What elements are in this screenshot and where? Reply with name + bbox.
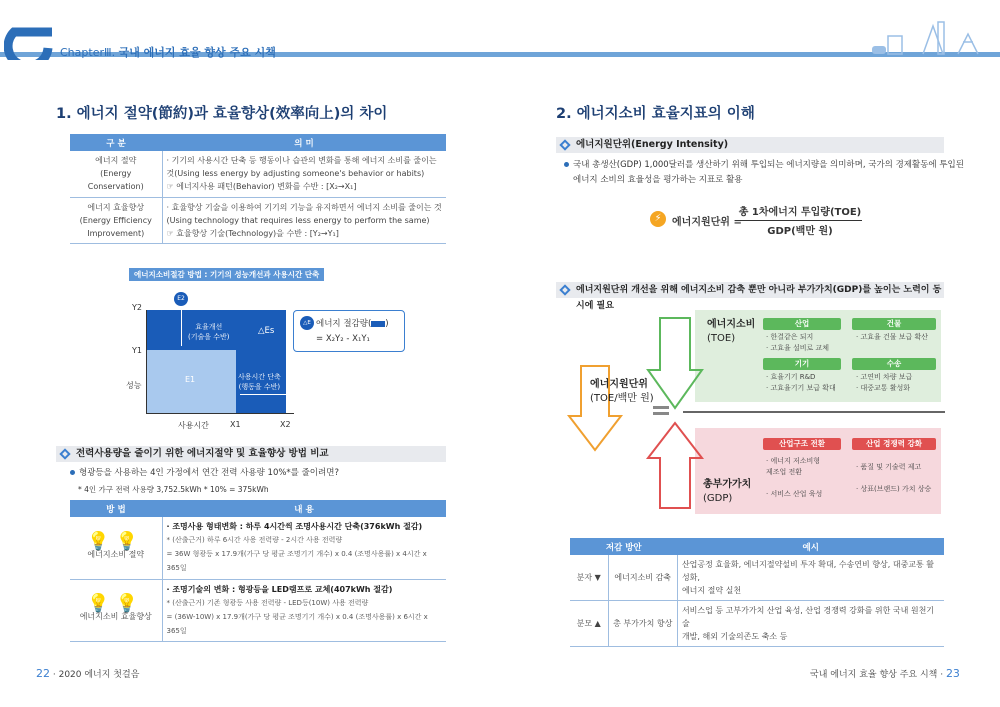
- method-table: 방 법 내 용 💡💡 에너지소비 절약 · 조명사용 형태변화 : 하루 4시간씩 조명사용시간 단축(376kWh 절감) * (산출근거) 하루 6시간 사용 전력량 - 2시간 사용 전력량 = 36W 형광등 x 17.9개(가구 당 평균 조명기기 개수) x 0.4 (조명사용률) x 4시간 x 365일 💡💡 에너지소비 효율향상 · 조명기술의 변화 : 형광등을 LED램프로 교체(407kWh 절감) * (산출근거) 기존 형광등 사용 전력량 - LED등(10W) 사용 전력량 = (36W-10W) x 17.9개(가구 당 평균 조명기기 개수) x 0.4 (조명사용률) x 6시간 x 365일: [70, 500, 446, 642]
- box-industry: 산업: [763, 318, 841, 330]
- legend-formula: = X₂Y₂ - X₁Y₁: [316, 334, 370, 344]
- table-row: 분자 ▼ 에너지소비 감축 산업공정 효율화, 에너지절약설비 투자 확대, 수송연비 향상, 대중교통 활성화, 에너지 절약 실천: [570, 555, 944, 601]
- gdp-label: 총부가가치 (GDP): [703, 479, 752, 504]
- box-building: 건물: [852, 318, 936, 330]
- box-building-items: · 고효율 건물 보급 확산: [856, 333, 928, 341]
- label-y2: Y2: [132, 303, 142, 312]
- legend-swatch: [371, 321, 385, 327]
- box-competitiveness: 산업 경쟁력 강화: [852, 438, 936, 450]
- axis-x-label: 사용시간: [178, 421, 209, 430]
- right-sec1-bar: 에너지원단위(Energy Intensity): [556, 137, 944, 153]
- table-row: 분모 ▲ 총 부가가치 향상 서비스업 등 고부가가치 산업 육성, 산업 경쟁력 강화를 위한 국내 원천기술 개발, 해외 기술의존도 축소 등: [570, 601, 944, 647]
- eff-label: 효율개선 (기술을 수반): [188, 323, 230, 341]
- e1-label: E1: [185, 375, 196, 384]
- delta-es: △Es: [258, 326, 275, 336]
- left-section2-note: * 4인 가구 전력 사용량 3,752.5kWh * 10% = 375kWh: [78, 485, 269, 494]
- box-industry-items: · 한결같은 되지 · 고효율 설비로 교체: [766, 333, 829, 352]
- box-device: 기기: [763, 358, 841, 370]
- table-row: 에너지 절약 (Energy Conservation) · 기기의 사용시간 단축 등 행동이나 습관의 변화를 통해 에너지 소비를 줄이는 것(Using less energy by adjusting someone's behavior or habits) ☞ 에너지사용 패턴(Behavior) 변화를 수반 : [X₂→X₁]: [70, 151, 446, 197]
- table-row: 💡💡 에너지소비 절약 · 조명사용 형태변화 : 하루 4시간씩 조명사용시간 단축(376kWh 절감) * (산출근거) 하루 6시간 사용 전력량 - 2시간 사용 전력량 = 36W 형광등 x 17.9개(가구 당 평균 조명기기 개수) x 0.4 (조명사용률) x 4시간 x 365일: [70, 517, 446, 579]
- e2-badge: E2: [174, 292, 188, 306]
- intensity-label: 에너지원단위 (TOE/백만 원): [590, 379, 654, 404]
- energy-consumption-label: 에너지소비 (TOE): [707, 319, 756, 344]
- label-x1: X1: [230, 420, 241, 429]
- lightning-icon: ⚡: [650, 211, 666, 227]
- left-section2-bar: 전력사용량을 줄이기 위한 에너지절약 및 효율향상 방법 비교: [56, 446, 446, 462]
- reduction-table: 저감 방안 예시 분자 ▼ 에너지소비 감축 산업공정 효율화, 에너지절약설비 투자 확대, 수송연비 향상, 대중교통 활성화, 에너지 절약 실천 분모 ▲ 총 부가가치 향상 서비스업 등 고부가가치 산업 육성, 산업 경쟁력 강화를 위한 국내 원천기술 개발, 해외 기술의존도 축소 등: [570, 538, 944, 647]
- bulb-icons: 💡💡: [87, 530, 145, 552]
- right-sec2-bar: 에너지원단위 개선을 위해 에너지소비 감축 뿐만 아니라 부가가치(GDP)를 높이는 노력이 동시에 필요: [556, 282, 944, 298]
- label-y1: Y1: [132, 346, 142, 355]
- right-title: 2. 에너지소비 효율지표의 이해: [556, 106, 755, 122]
- axis-y-label: 성능: [126, 381, 142, 390]
- formula-numerator: 총 1차에너지 투입량(TOE): [738, 203, 862, 221]
- formula-denominator: GDP(백만 원): [767, 226, 833, 237]
- chapter-e-logo: [4, 4, 64, 60]
- box-structure-items: · 에너지 저소비형 제조업 전환 · 서비스 산업 육성: [766, 457, 823, 498]
- legend-title: 에너지 절감량( ): [316, 319, 389, 329]
- table-row: 에너지 효율향상 (Energy Efficiency Improvement) · 효율향상 기술을 이용하여 기기의 기능을 유지하면서 에너지 소비를 줄이는 것 (Using technology that requires less energy to perform the same) ☞ 효율향상 기술(Technology)을 수반 : [Y₂→Y₁]: [70, 197, 446, 243]
- formula-lhs: 에너지원단위 =: [672, 217, 742, 228]
- diagram-caption: 에너지소비절감 방법 : 기기의 성능개선과 사용시간 단축: [129, 268, 324, 281]
- right-bullet: 국내 총생산(GDP) 1,000달러를 생산하기 위해 투입되는 에너지량을 의미하며, 국가의 경제활동에 투입된 에너지 소비의 효율성을 평가하는 지표로 활용: [564, 158, 964, 188]
- box-structure: 산업구조 전환: [763, 438, 841, 450]
- table-row: 💡💡 에너지소비 효율향상 · 조명기술의 변화 : 형광등을 LED램프로 교체(407kWh 절감) * (산출근거) 기존 형광등 사용 전력량 - LED등(10W) 사용 전력량 = (36W-10W) x 17.9개(가구 당 평균 조명기기 개수) x 0.4 (조명사용률) x 6시간 x 365일: [70, 579, 446, 641]
- legend-badge: △E: [300, 316, 314, 330]
- label-x2: X2: [280, 420, 291, 429]
- box-transport: 수송: [852, 358, 936, 370]
- left-title: 1. 에너지 절약(節約)과 효율향상(效率向上)의 차이: [56, 106, 388, 122]
- bulb-led-icons: 💡💡: [87, 593, 145, 614]
- comparison-table: 구 분 의 미 에너지 절약 (Energy Conservation) · 기기의 사용시간 단축 등 행동이나 습관의 변화를 통해 에너지 소비를 줄이는 것(Using less energy by adjusting someone's behavior or habits) ☞ 에너지사용 패턴(Behavior) 변화를 수반 : [X₂→X₁] 에너지 효율향상 (Energy Efficiency Improvement) · 효율향상 기술을 이용하여 기기의 기능을 유지하면서 에너지 소비를 줄이는 것 (Using technology that requires less energy to perform the same) ☞ 효율향상 기술(Technology)을 수반 : [Y₂→Y₁]: [70, 134, 446, 244]
- box-device-items: · 효율기기 R&D · 고효율기기 보급 확대: [766, 373, 836, 392]
- time-label: 사용시간 단축 (행동을 수반): [238, 373, 281, 391]
- left-section2-bullet: 형광등을 사용하는 4인 가정에서 연간 전력 사용량 10%*를 줄이려면?: [70, 466, 339, 481]
- industry-skyline-icon: [868, 12, 998, 56]
- right-footer: 국내 에너지 효율 향상 주요 시책 · 23: [810, 667, 960, 680]
- box-transport-items: · 고연비 차량 보급 · 대중교통 활성화: [856, 373, 913, 392]
- chapter-label: ChapterⅢ. 국내 에너지 효율 향상 주요 시책: [60, 46, 276, 59]
- left-footer: 22 · 2020 에너지 첫걸음: [36, 667, 140, 680]
- box-competitiveness-items: · 품질 및 기술력 제고 · 상표(브랜드) 가치 상승: [856, 463, 932, 493]
